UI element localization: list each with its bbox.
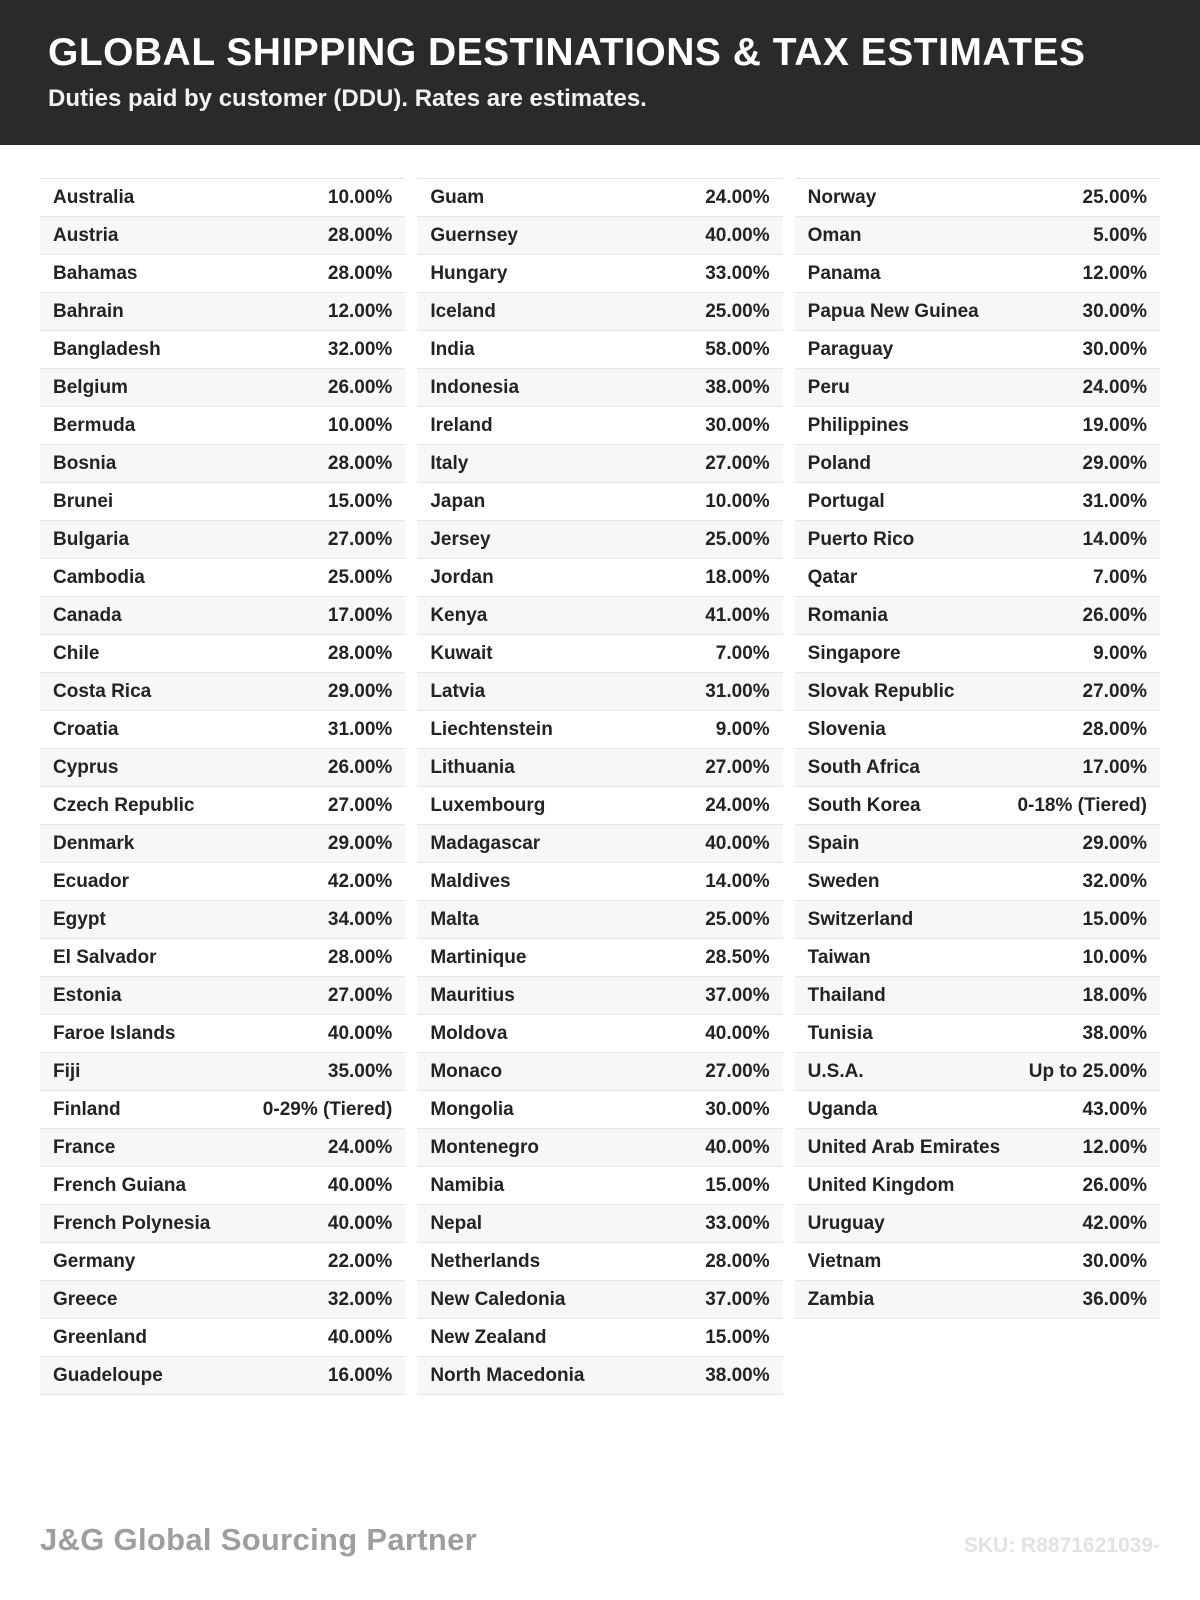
tax-rate: 33.00% [705, 1212, 770, 1234]
country-name: United Kingdom [807, 1174, 955, 1196]
table-row [417, 1091, 782, 1129]
country-name: Slovak Republic [807, 680, 955, 702]
table-row [417, 559, 782, 597]
table-row [40, 1167, 405, 1205]
country-name: Belgium [53, 376, 128, 398]
tax-rate: 10.00% [327, 414, 393, 436]
tax-rate: 12.00% [1082, 1136, 1147, 1158]
table-row [417, 711, 782, 749]
country-name: French Guiana [53, 1174, 187, 1196]
table-row [795, 1091, 1160, 1129]
tax-rate: 31.00% [1082, 490, 1147, 512]
country-name: Czech Republic [53, 794, 195, 816]
table-row [417, 1015, 782, 1053]
table-row [417, 597, 782, 635]
country-name: Fiji [53, 1060, 81, 1082]
tax-rate: 31.00% [327, 718, 393, 740]
table-row [40, 1015, 405, 1053]
table-row [795, 1167, 1160, 1205]
country-name: Jersey [430, 528, 491, 550]
country-name: Panama [807, 262, 881, 284]
country-name: Iceland [430, 300, 496, 322]
country-name: India [430, 338, 475, 360]
table-row [795, 597, 1160, 635]
table-row [417, 521, 782, 559]
country-name: Uruguay [807, 1212, 885, 1234]
country-name: French Polynesia [53, 1212, 211, 1234]
tax-rate: 12.00% [327, 300, 393, 322]
country-name: Martinique [430, 946, 527, 968]
tax-rate: 37.00% [705, 984, 770, 1006]
table-row [795, 293, 1160, 331]
country-name: Poland [807, 452, 871, 474]
table-row [417, 217, 782, 255]
table-row [40, 749, 405, 787]
table-row [417, 369, 782, 407]
table-row [40, 369, 405, 407]
table-row [40, 1357, 405, 1395]
tax-rate: 27.00% [327, 528, 393, 550]
tax-rate: 16.00% [327, 1364, 393, 1386]
country-name: South Africa [807, 756, 920, 778]
country-name: Oman [807, 224, 862, 246]
table-row [40, 1243, 405, 1281]
tax-rate: 26.00% [1082, 604, 1147, 626]
country-name: Nepal [430, 1212, 483, 1234]
tax-rate: 58.00% [705, 338, 770, 360]
country-name: Italy [430, 452, 469, 474]
country-name: Cyprus [53, 756, 119, 778]
tax-rate: 9.00% [715, 718, 770, 740]
table-row [40, 1281, 405, 1319]
tax-rate: 24.00% [705, 794, 770, 816]
table-row [40, 255, 405, 293]
tax-rate: 29.00% [327, 832, 393, 854]
country-name: Norway [807, 186, 877, 208]
table-row [40, 863, 405, 901]
table-row [795, 1243, 1160, 1281]
tax-rate: 22.00% [327, 1250, 393, 1272]
table-row [795, 711, 1160, 749]
country-name: Maldives [430, 870, 511, 892]
table-row [40, 217, 405, 255]
table-row [417, 749, 782, 787]
table-row [417, 179, 782, 217]
tax-rate: 41.00% [705, 604, 770, 626]
country-name: Slovenia [807, 718, 886, 740]
table-row [40, 1091, 405, 1129]
tax-rate: 34.00% [327, 908, 393, 930]
table-row [795, 901, 1160, 939]
table-row [417, 939, 782, 977]
country-name: Guam [430, 186, 485, 208]
country-name: Guernsey [430, 224, 518, 246]
table-row [417, 863, 782, 901]
country-name: Portugal [807, 490, 885, 512]
country-name: Lithuania [430, 756, 515, 778]
country-name: Latvia [430, 680, 486, 702]
country-name: Sweden [807, 870, 880, 892]
tax-rate: 5.00% [1093, 224, 1147, 246]
table-row [795, 749, 1160, 787]
tax-rate: 28.50% [705, 946, 770, 968]
country-name: Kuwait [430, 642, 493, 664]
country-name: Guadeloupe [53, 1364, 163, 1386]
country-name: Bangladesh [53, 338, 161, 360]
country-name: Vietnam [807, 1250, 882, 1272]
sku-label: SKU: R8871621039- [963, 1534, 1160, 1557]
tax-rate: 29.00% [327, 680, 393, 702]
tax-rate: 24.00% [327, 1136, 393, 1158]
tax-rate: 24.00% [1082, 376, 1147, 398]
table-row [795, 1015, 1160, 1053]
table-row [417, 483, 782, 521]
tax-rate: 40.00% [705, 224, 770, 246]
country-name: Croatia [53, 718, 119, 740]
country-name: United Arab Emirates [807, 1136, 1001, 1158]
country-name: Puerto Rico [807, 528, 915, 550]
tax-rate: 30.00% [1082, 300, 1147, 322]
country-name: Papua New Guinea [807, 300, 979, 322]
table-row [795, 369, 1160, 407]
country-name: Malta [430, 908, 479, 930]
country-name: Japan [430, 490, 486, 512]
tax-rate: 18.00% [1082, 984, 1147, 1006]
country-name: Uganda [807, 1098, 878, 1120]
rate-table [0, 145, 1200, 1395]
table-row [795, 1129, 1160, 1167]
tax-rate: 32.00% [1082, 870, 1147, 892]
tax-rate: 32.00% [327, 1288, 393, 1310]
tax-rate: 0-29% (Tiered) [262, 1098, 393, 1120]
page-title: GLOBAL SHIPPING DESTINATIONS & TAX ESTIMATES [48, 31, 1086, 75]
table-row [40, 331, 405, 369]
table-row [795, 217, 1160, 255]
country-name: Bermuda [53, 414, 136, 436]
country-name: Peru [807, 376, 850, 398]
table-row [795, 407, 1160, 445]
tax-rate: 9.00% [1093, 642, 1147, 664]
tax-rate: 24.00% [705, 186, 770, 208]
table-column-3 [795, 178, 1160, 1319]
tax-rate: 25.00% [705, 908, 770, 930]
country-name: Philippines [807, 414, 910, 436]
table-row [417, 445, 782, 483]
table-row [795, 939, 1160, 977]
table-row [40, 1129, 405, 1167]
table-row [417, 825, 782, 863]
country-name: Liechtenstein [430, 718, 553, 740]
table-row [795, 521, 1160, 559]
table-row [40, 939, 405, 977]
brand-name: J&G Global Sourcing Partner [40, 1522, 478, 1557]
tax-rate: 30.00% [1082, 1250, 1147, 1272]
country-name: Montenegro [430, 1136, 540, 1158]
tax-rate: 25.00% [327, 566, 393, 588]
table-row [795, 825, 1160, 863]
tax-rate: 27.00% [327, 984, 393, 1006]
tax-rate: 0-18% (Tiered) [1017, 794, 1147, 816]
country-name: Singapore [807, 642, 901, 664]
country-name: Tunisia [807, 1022, 873, 1044]
tax-rate: 25.00% [1082, 186, 1147, 208]
tax-rate: 35.00% [327, 1060, 393, 1082]
tax-rate: 38.00% [1082, 1022, 1147, 1044]
tax-rate: 30.00% [1082, 338, 1147, 360]
country-name: Canada [53, 604, 122, 626]
table-row [795, 787, 1160, 825]
tax-rate: 29.00% [1082, 452, 1147, 474]
table-row [795, 1281, 1160, 1319]
tax-rate: 7.00% [1093, 566, 1147, 588]
tax-rate: 12.00% [1082, 262, 1147, 284]
table-row [795, 635, 1160, 673]
table-row [795, 977, 1160, 1015]
table-row [417, 1319, 782, 1357]
table-row [795, 1053, 1160, 1091]
table-row [795, 559, 1160, 597]
tax-rate: 27.00% [1082, 680, 1147, 702]
page-subtitle: Duties paid by customer (DDU). Rates are estimates. [48, 84, 647, 112]
tax-rate: 28.00% [705, 1250, 770, 1272]
table-row [40, 521, 405, 559]
tax-rate: 10.00% [1082, 946, 1147, 968]
table-row [795, 673, 1160, 711]
country-name: Thailand [807, 984, 886, 1006]
country-name: Qatar [807, 566, 858, 588]
country-name: El Salvador [53, 946, 157, 968]
table-row [795, 863, 1160, 901]
country-name: Switzerland [807, 908, 914, 930]
country-name: Taiwan [807, 946, 871, 968]
table-row [417, 331, 782, 369]
country-name: Kenya [430, 604, 488, 626]
tax-rate: 40.00% [705, 1136, 770, 1158]
table-row [40, 407, 405, 445]
tax-rate: 28.00% [1082, 718, 1147, 740]
country-name: Estonia [53, 984, 122, 1006]
tax-rate: 31.00% [705, 680, 770, 702]
tax-rate: 26.00% [1082, 1174, 1147, 1196]
table-row [40, 977, 405, 1015]
country-name: Australia [53, 186, 135, 208]
tax-rate: 40.00% [327, 1326, 393, 1348]
table-row [795, 179, 1160, 217]
tax-rate: 14.00% [1082, 528, 1147, 550]
country-name: Finland [53, 1098, 121, 1120]
country-name: South Korea [807, 794, 921, 816]
country-name: Luxembourg [430, 794, 546, 816]
country-name: Greece [53, 1288, 118, 1310]
table-row [40, 597, 405, 635]
country-name: Germany [53, 1250, 136, 1272]
tax-rate: 38.00% [705, 376, 770, 398]
table-row [40, 559, 405, 597]
country-name: Ireland [430, 414, 493, 436]
table-row [40, 1053, 405, 1091]
tax-rate: 15.00% [705, 1326, 770, 1348]
country-name: Egypt [53, 908, 106, 930]
table-row [795, 445, 1160, 483]
country-name: Moldova [430, 1022, 508, 1044]
table-row [417, 787, 782, 825]
country-name: Ecuador [53, 870, 130, 892]
tax-rate: 40.00% [327, 1212, 393, 1234]
table-row [417, 1129, 782, 1167]
tax-rate: 29.00% [1082, 832, 1147, 854]
tax-rate: 18.00% [705, 566, 770, 588]
tax-rate: 43.00% [1082, 1098, 1147, 1120]
tax-rate: 26.00% [327, 756, 393, 778]
tax-rate: 25.00% [705, 528, 770, 550]
country-name: Chile [53, 642, 100, 664]
tax-rate: 28.00% [327, 642, 393, 664]
tax-rate: 36.00% [1082, 1288, 1147, 1310]
table-row [40, 179, 405, 217]
table-row [40, 673, 405, 711]
country-name: Hungary [430, 262, 508, 284]
tax-rate: 15.00% [705, 1174, 770, 1196]
table-row [795, 483, 1160, 521]
table-row [417, 635, 782, 673]
tax-rate: 40.00% [705, 832, 770, 854]
country-name: Costa Rica [53, 680, 152, 702]
country-name: Paraguay [807, 338, 894, 360]
country-name: Monaco [430, 1060, 503, 1082]
country-name: Greenland [53, 1326, 147, 1348]
tax-rate: 10.00% [327, 186, 393, 208]
table-row [417, 1357, 782, 1395]
tax-rate: 17.00% [1082, 756, 1147, 778]
country-name: Bulgaria [53, 528, 130, 550]
country-name: France [53, 1136, 116, 1158]
table-row [417, 1053, 782, 1091]
table-row [417, 1243, 782, 1281]
tax-rate: Up to 25.00% [1028, 1060, 1147, 1082]
tax-rate: 28.00% [327, 946, 393, 968]
table-row [417, 901, 782, 939]
tax-rate: 15.00% [327, 490, 393, 512]
tax-rate: 28.00% [327, 452, 393, 474]
table-row [40, 711, 405, 749]
tax-rate: 25.00% [705, 300, 770, 322]
table-row [417, 673, 782, 711]
tax-rate: 27.00% [705, 756, 770, 778]
tax-rate: 27.00% [705, 1060, 770, 1082]
tax-rate: 10.00% [705, 490, 770, 512]
country-name: Jordan [430, 566, 494, 588]
tax-rate: 30.00% [705, 414, 770, 436]
tax-rate: 40.00% [327, 1174, 393, 1196]
country-name: New Caledonia [430, 1288, 566, 1310]
table-row [40, 445, 405, 483]
tax-rate: 17.00% [327, 604, 393, 626]
country-name: Bosnia [53, 452, 117, 474]
tax-rate: 19.00% [1082, 414, 1147, 436]
page-footer [0, 1522, 1200, 1600]
country-name: U.S.A. [807, 1060, 864, 1082]
page-header [0, 0, 1200, 145]
country-name: Madagascar [430, 832, 541, 854]
table-row [40, 901, 405, 939]
tax-rate: 7.00% [715, 642, 770, 664]
table-column-2 [417, 178, 782, 1395]
tax-rate: 42.00% [1082, 1212, 1147, 1234]
tax-rate: 27.00% [705, 452, 770, 474]
tax-rate: 37.00% [705, 1288, 770, 1310]
country-name: Faroe Islands [53, 1022, 176, 1044]
table-row [417, 407, 782, 445]
tax-rate: 40.00% [705, 1022, 770, 1044]
table-row [417, 1167, 782, 1205]
tax-rate: 28.00% [327, 224, 393, 246]
tax-rate: 42.00% [327, 870, 393, 892]
table-column-1 [40, 178, 405, 1395]
tax-rate: 38.00% [705, 1364, 770, 1386]
table-row [417, 977, 782, 1015]
country-name: Bahrain [53, 300, 124, 322]
country-name: North Macedonia [430, 1364, 585, 1386]
table-row [795, 1205, 1160, 1243]
tax-rate: 14.00% [705, 870, 770, 892]
tax-rate: 30.00% [705, 1098, 770, 1120]
country-name: Bahamas [53, 262, 138, 284]
table-row [40, 483, 405, 521]
table-row [417, 1281, 782, 1319]
table-row [795, 255, 1160, 293]
tax-rate: 27.00% [327, 794, 393, 816]
country-name: Brunei [53, 490, 114, 512]
table-row [795, 331, 1160, 369]
tax-rate: 33.00% [705, 262, 770, 284]
tax-rate: 26.00% [327, 376, 393, 398]
table-row [40, 1205, 405, 1243]
country-name: Austria [53, 224, 119, 246]
country-name: Mauritius [430, 984, 515, 1006]
table-row [40, 825, 405, 863]
country-name: Romania [807, 604, 888, 626]
country-name: Denmark [53, 832, 135, 854]
country-name: Namibia [430, 1174, 505, 1196]
country-name: Zambia [807, 1288, 875, 1310]
tax-rate: 32.00% [327, 338, 393, 360]
tax-rate: 15.00% [1082, 908, 1147, 930]
country-name: Netherlands [430, 1250, 541, 1272]
table-row [417, 293, 782, 331]
table-row [417, 1205, 782, 1243]
country-name: Mongolia [430, 1098, 514, 1120]
country-name: New Zealand [430, 1326, 547, 1348]
table-row [40, 1319, 405, 1357]
table-row [40, 787, 405, 825]
country-name: Cambodia [53, 566, 145, 588]
table-row [40, 293, 405, 331]
tax-rate: 40.00% [327, 1022, 393, 1044]
table-row [417, 255, 782, 293]
country-name: Indonesia [430, 376, 520, 398]
tax-rate: 28.00% [327, 262, 393, 284]
country-name: Spain [807, 832, 860, 854]
table-row [40, 635, 405, 673]
